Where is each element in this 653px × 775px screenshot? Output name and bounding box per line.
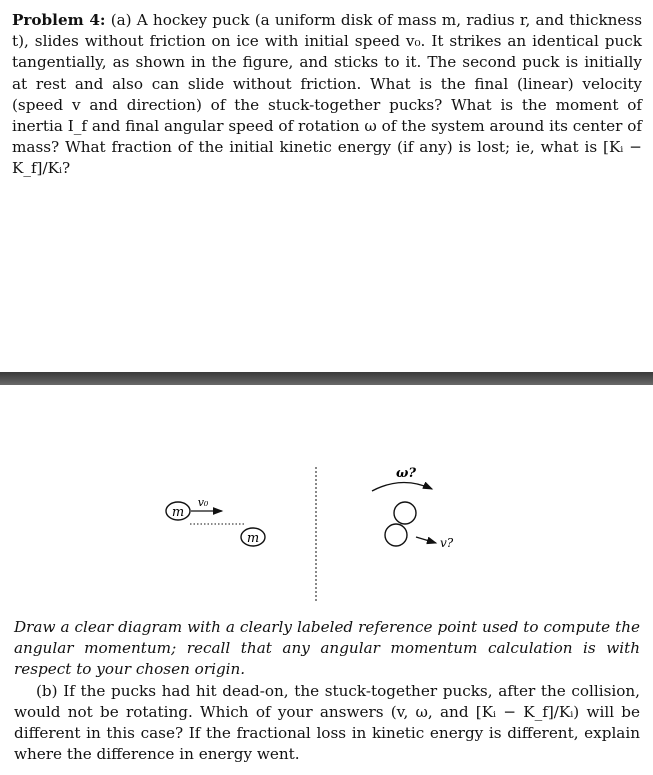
- puck-right-label: m: [246, 531, 260, 546]
- rotation-arrow: [372, 482, 432, 491]
- moving-puck: [166, 502, 190, 520]
- collision-figure: [0, 455, 653, 605]
- part-b-text: (b) If the pucks had hit dead-on, the stuck-together pucks, after the collision, would not be rotating. Which of your answers (v, ω, and [Kᵢ − K_f]/Kᵢ) will be different in this case? If the fractional loss in kinetic energy is different, explain where the difference in energy went.: [14, 681, 640, 764]
- final-velocity-label: v?: [440, 536, 454, 550]
- stuck-pucks: [385, 502, 416, 546]
- collision-diagram: [0, 455, 653, 605]
- separator-bar: [0, 372, 653, 385]
- problem-part-a: (a) A hockey puck (a uniform disk of mass m, radius r, and thickness t), slides without friction on ice with initial speed v₀. It strikes an identical puck tangentially, as shown in the figure, and sticks to it. The second puck is initially at rest and also can slide without friction. What is the final (linear) velocity (speed v and direction) of the stuck-together pucks? What is the moment of inertia I_f and final angular speed of rotation ω of the system around its center of mass? What fraction of the initial kinetic energy (if any) is lost; ie, what is [Kᵢ − K_f]/Kᵢ?: [12, 11, 643, 178]
- velocity-label: v₀: [197, 496, 209, 509]
- problem-statement: [12, 10, 642, 180]
- final-velocity-arrow: [416, 537, 436, 543]
- stationary-puck: [241, 528, 265, 546]
- problem-heading: Problem 4:: [12, 11, 106, 29]
- omega-label: ω?: [396, 466, 416, 481]
- lower-text: [14, 617, 640, 765]
- instructions-text: Draw a clear diagram with a clearly labeled reference point used to compute the angular momentum; recall that any angular momentum calculation is with respect to your chosen origin.: [14, 618, 640, 679]
- puck-left-label: m: [171, 505, 185, 520]
